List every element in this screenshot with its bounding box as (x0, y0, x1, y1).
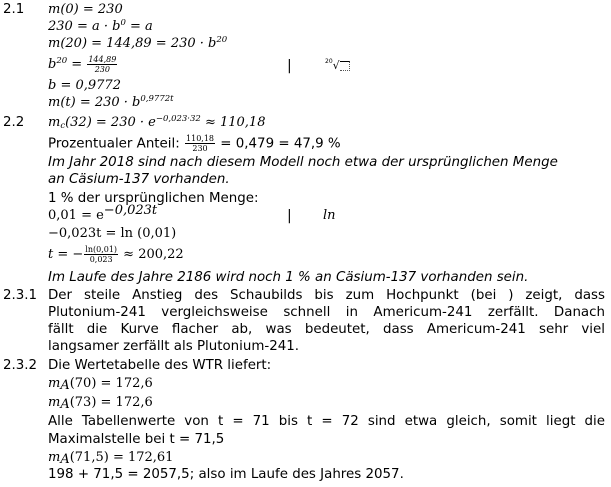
fraction: $\frac{144,89}{230}$ (88, 55, 117, 74)
eq-2-2-line1: $m_c(32) = 230 \cdot e^{-0,023\cdot 32} \approx 110,18$ (48, 114, 266, 131)
eq-2-2-line6: $0,01 = e^{-0,023t}$ (48, 203, 158, 223)
text-2-2-line9: Im Laufe des Jahre 2186 wird noch 1 % an Cäsium-137 vorhanden sein. (48, 270, 529, 285)
section-number-2-3-2: 2.3.2 (3, 358, 38, 373)
section-number-2-1: 2.1 (3, 2, 25, 17)
eq-2-1-line5: b = 0,9772 (48, 78, 121, 93)
eq-2-1-line1: m(0) = 230 (48, 2, 123, 17)
text-2-3-2-line7: 198 + 71,5 = 2057,5; also im Laufe des Jahres 2057. (48, 467, 404, 482)
eq-2-3-2-line6: $m_A(71,5) = 172,61$ (48, 450, 174, 467)
eq-2-1-line2: $230 = a \cdot b^0 = a$ (48, 18, 153, 34)
eq-2-3-2-line3: $m_A(73) = 172,6$ (48, 395, 153, 412)
separator-bar: | (287, 208, 292, 224)
eq-2-2-line7: −0,023t = ln (0,01) (48, 226, 177, 241)
text-2-3-2-line1: Die Wertetabelle des WTR liefert: (48, 358, 272, 373)
text-2-3-1-line4: langsamer zerfällt als Plutonium-241. (48, 339, 300, 354)
text-2-3-1-line2: Plutonium-241 vergleichsweise schnell in Americum-241 zerfällt. Danach (48, 305, 605, 320)
text-2-3-2-line4: Alle Tabellenwerte von t = 71 bis t = 72 sind etwa gleich, somit liegt die (48, 414, 605, 429)
eq-2-1-line6: $m(t) = 230 \cdot b^{0,9772t}$ (48, 94, 174, 110)
text-2-2-line5: 1 % der ursprünglichen Menge: (48, 191, 259, 206)
text-2-3-1-line1: Der steile Anstieg des Schaubilds bis zum Hochpunkt (bei ) zeigt, dass (48, 288, 605, 303)
eq-2-3-2-line2: $m_A(70) = 172,6$ (48, 376, 153, 393)
section-number-2-2: 2.2 (3, 115, 25, 130)
eq-2-1-line4: $b^{20}$ = $\frac{144,89}{230}$ (48, 55, 117, 74)
operation-ln: ln (323, 208, 336, 223)
separator-bar: | (287, 58, 292, 74)
text-2-3-2-line5: Maximalstelle bei t = 71,5 (48, 432, 225, 447)
eq-2-2-line8: t = − $\frac{\ln(0,01)}{0,023}$ ≈ 200,22 (48, 245, 184, 264)
section-number-2-3-1: 2.3.1 (3, 288, 38, 303)
eq-2-2-line2: Prozentualer Anteil: $\frac{110,18}{230}$ = 0,479 = 47,9 % (48, 134, 341, 153)
text-2-2-line3: Im Jahr 2018 sind nach diesem Modell noch etwa der ursprünglichen Menge (48, 155, 558, 170)
text-2-3-1-line3: fällt die Kurve flacher ab, was bedeutet, dass Americum-241 sehr viel (48, 322, 605, 337)
nth-root-icon: $^{20}$√ (325, 58, 350, 72)
eq-2-1-line3: $m(20) = 144,89 = 230 \cdot b^{20}$ (48, 35, 228, 51)
text-2-2-line4: an Cäsium-137 vorhanden. (48, 172, 230, 187)
